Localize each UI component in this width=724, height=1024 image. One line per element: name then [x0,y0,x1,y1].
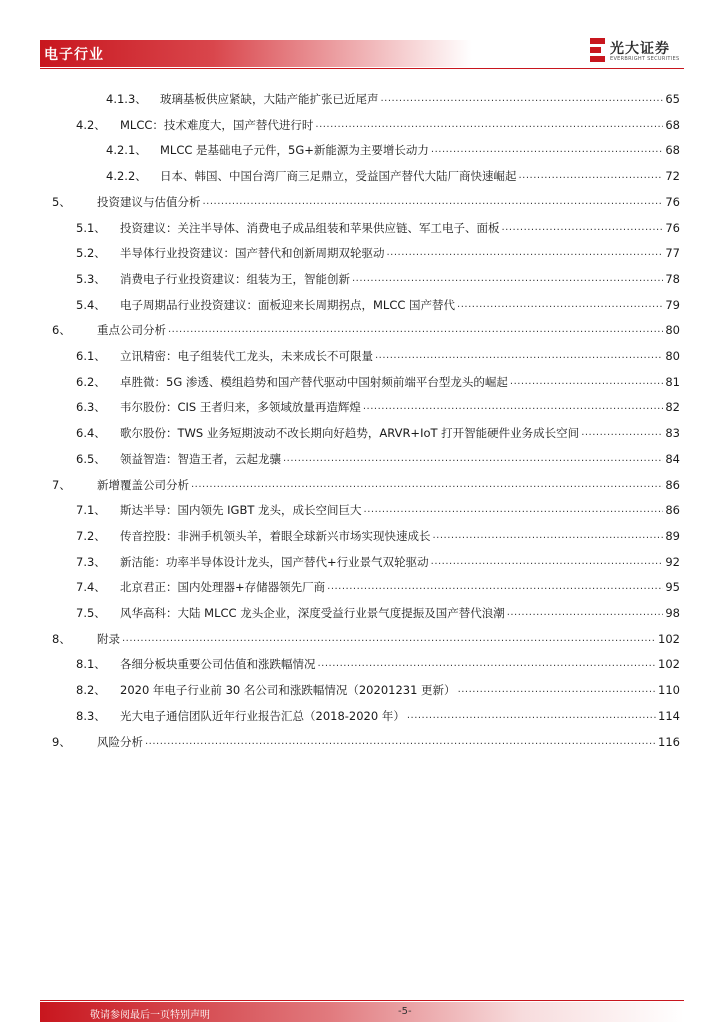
toc-entry[interactable] [76,345,680,363]
toc-entry-number: 7.1、 [76,503,106,518]
toc-entry[interactable] [76,705,680,723]
toc-entry-page: 83 [665,426,680,441]
toc-entry-page: 116 [658,734,680,749]
toc-leader-dots [283,452,663,466]
toc-entry-title: 光大电子通信团队近年行业报告汇总（2018-2020 年） [120,708,405,723]
toc-entry[interactable] [76,653,680,671]
toc-entry-page: 65 [665,92,680,106]
toc-leader-dots [431,555,664,569]
page-number: -5- [398,1006,412,1017]
toc-leader-dots [375,349,663,363]
toc-entry-number: 5.2、 [76,246,106,261]
header-bar [40,40,472,67]
toc-entry-number: 6.4、 [76,426,106,441]
toc-entry-number: 6.2、 [76,374,106,389]
toc-entry[interactable] [76,576,680,594]
toc-leader-dots [315,118,663,132]
toc-leader-dots [507,606,664,620]
toc-entry-title: 领益智造：智造王者，云起龙骧 [120,451,281,466]
toc-leader-dots [407,709,656,723]
toc-entry-number: 6.5、 [76,451,106,466]
company-logo [590,38,682,64]
toc-entry-number: 7、 [52,477,71,492]
page-header-title: 电子行业 [44,47,104,63]
toc-leader-dots [352,272,663,286]
toc-entry-title: 日本、韩国、中国台湾厂商三足鼎立，受益国产替代大陆厂商快速崛起 [160,169,517,184]
toc-leader-dots [433,529,664,543]
toc-entry[interactable] [76,114,680,132]
toc-entry-page: 81 [665,374,680,389]
toc-entry-page: 78 [665,271,680,286]
toc-entry-number: 7.4、 [76,580,106,595]
toc-entry-number: 5.1、 [76,220,106,235]
toc-entry[interactable] [106,165,680,183]
toc-entry-title: 各细分板块重要公司估值和涨跌幅情况 [120,657,316,672]
toc-entry-title: 消费电子行业投资建议：组装为王，智能创新 [120,271,350,286]
toc-entry-title: 2020 年电子行业前 30 名公司和涨跌幅情况（20201231 更新） [120,683,456,698]
toc-entry[interactable] [76,448,680,466]
toc-entry-number: 4.2、 [76,117,106,132]
toc-entry-page: 92 [665,554,680,569]
toc-entry[interactable] [76,525,680,543]
toc-entry-title: 传音控股：非洲手机领头羊，着眼全球新兴市场实现快速成长 [120,528,431,543]
toc-entry-title: 风华高科：大陆 MLCC 龙头企业，深度受益行业景气度提振及国产替代浪潮 [120,606,505,620]
toc-leader-dots [458,683,656,697]
toc-entry-number: 4.1.3、 [106,92,147,106]
toc-entry[interactable] [52,731,680,749]
toc-entry[interactable] [76,551,680,569]
toc-entry[interactable] [76,268,680,286]
toc-entry[interactable] [76,499,680,517]
toc-entry-page: 76 [665,220,680,235]
toc-entry-title: 歌尔股份：TWS 业务短期波动不改长期向好趋势，ARVR+IoT 打开智能硬件业务成长空间 [120,426,580,441]
toc-entry-page: 68 [665,143,680,158]
toc-entry-title: 韦尔股份：CIS 王者归来，多领域放量再造辉煌 [120,400,361,415]
toc-entry-page: 68 [665,117,680,132]
toc-entry-number: 6.3、 [76,400,106,415]
toc-entry-title: 电子周期品行业投资建议：面板迎来长周期拐点，MLCC 国产替代 [120,297,456,312]
toc-entry-number: 5.3、 [76,271,106,286]
toc-leader-dots [510,375,663,389]
toc-entry[interactable] [106,139,680,157]
toc-leader-dots [145,735,656,749]
toc-entry-page: 89 [665,528,680,543]
toc-entry[interactable] [76,371,680,389]
logo-name-cn: 光大证券 [610,41,670,57]
toc-entry[interactable] [76,294,680,312]
toc-entry-number: 8.3、 [76,708,106,723]
toc-leader-dots [191,478,663,492]
toc-entry-title: 重点公司分析 [97,323,166,338]
toc-entry[interactable] [52,319,680,337]
toc-entry-page: 76 [665,194,680,209]
toc-entry-title: 斯达半导：国内领先 IGBT 龙头，成长空间巨大 [120,503,362,518]
toc-entry-number: 9、 [52,734,71,749]
toc-entry-number: 8.2、 [76,683,106,698]
toc-entry-number: 4.2.2、 [106,169,147,184]
toc-entry-page: 77 [665,246,680,261]
toc-entry[interactable] [76,679,680,697]
toc-entry-page: 114 [658,708,680,723]
toc-leader-dots [318,657,657,671]
toc-entry-number: 8、 [52,631,71,646]
toc-leader-dots [457,298,663,312]
toc-entry[interactable] [76,422,680,440]
toc-entry-title: 投资建议与估值分析 [97,194,201,209]
toc-entry-title: 新洁能：功率半导体设计龙头，国产替代+行业景气双轮驱动 [120,554,429,569]
toc-entry-number: 8.1、 [76,657,106,672]
toc-entry-title: 北京君正：国内处理器+存储器领先厂商 [120,580,326,595]
toc-leader-dots [168,323,663,337]
toc-entry-page: 82 [665,400,680,415]
toc-entry-number: 6.1、 [76,349,106,363]
toc-entry-title: MLCC 是基础电子元件，5G+新能源为主要增长动力 [160,143,429,158]
footer-disclaimer: 敬请参阅最后一页特别声明 [90,1010,210,1021]
toc-entry-number: 7.3、 [76,554,106,569]
toc-entry-number: 5.4、 [76,297,106,312]
toc-entry-page: 95 [665,580,680,595]
toc-entry-title: 卓胜微：5G 渗透、模组趋势和国产替代驱动中国射频前端平台型龙头的崛起 [120,374,508,389]
header-divider [40,68,684,69]
toc-entry-page: 84 [665,451,680,466]
toc-entry-number: 7.5、 [76,606,106,620]
toc-entry[interactable] [76,602,680,620]
toc-entry-page: 98 [665,606,680,620]
toc-leader-dots [363,400,663,414]
toc-entry-title: 附录 [97,631,120,646]
toc-entry-title: 新增覆盖公司分析 [97,477,189,492]
toc-entry-title: MLCC：技术难度大，国产替代进行时 [120,117,314,132]
toc-entry-title: 玻璃基板供应紧缺，大陆产能扩张已近尾声 [160,92,379,106]
footer-divider [40,1000,684,1001]
toc-entry-number: 7.2、 [76,528,106,543]
toc-entry[interactable] [76,396,680,414]
toc-entry-page: 110 [658,683,680,698]
toc-entry-page: 80 [665,323,680,338]
toc-leader-dots [519,169,664,183]
toc-entry-page: 79 [665,297,680,312]
toc-entry-title: 立讯精密：电子组装代工龙头，未来成长不可限量 [120,349,373,363]
toc-entry[interactable] [76,242,680,260]
toc-entry-page: 72 [665,169,680,184]
toc-leader-dots [581,426,663,440]
toc-entry-page: 80 [665,349,680,363]
toc-entry[interactable] [52,628,680,646]
toc-leader-dots [502,221,664,235]
toc-entry-number: 4.2.1、 [106,143,147,158]
toc-entry-title: 投资建议：关注半导体、消费电子成品组装和苹果供应链、军工电子、面板 [120,220,500,235]
toc-entry-page: 102 [658,657,680,672]
everbright-logo-icon [590,38,605,64]
toc-entry[interactable] [52,191,680,209]
toc-entry[interactable] [52,474,680,492]
toc-entry-number: 6、 [52,323,71,338]
toc-entry-number: 5、 [52,194,71,209]
toc-leader-dots [364,503,664,517]
logo-name-en: EVERBRIGHT SECURITIES [610,56,680,62]
toc-entry-title: 风险分析 [97,734,143,749]
toc-leader-dots [203,195,664,209]
toc-leader-dots [122,632,656,646]
toc-entry-page: 86 [665,503,680,518]
toc-entry[interactable] [106,88,680,106]
toc-leader-dots [387,246,664,260]
toc-leader-dots [381,92,664,106]
toc-entry-page: 86 [665,477,680,492]
toc-entry-title: 半导体行业投资建议：国产替代和创新周期双轮驱动 [120,246,385,261]
toc-entry-page: 102 [658,631,680,646]
toc-leader-dots [431,143,663,157]
toc-entry[interactable] [76,217,680,235]
toc-leader-dots [327,580,663,594]
